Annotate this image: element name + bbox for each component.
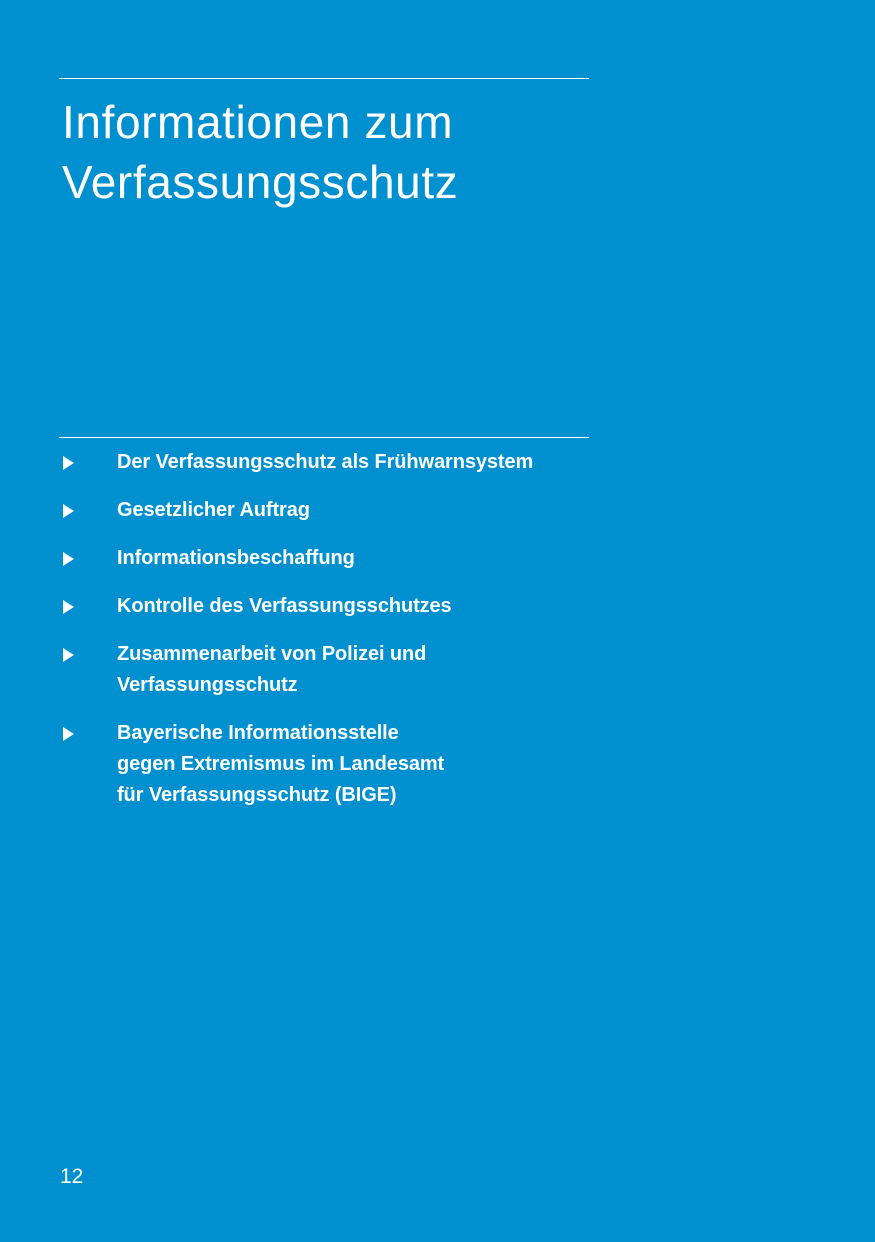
triangle-right-icon xyxy=(63,727,74,741)
table-of-contents xyxy=(59,447,619,828)
toc-item-label-line-1: Bayerische Informationsstelle xyxy=(117,722,399,744)
chapter-title-line-2: Verfassungsschutz xyxy=(62,156,459,208)
toc-item-label: Gesetzlicher Auftrag xyxy=(117,499,310,521)
toc-item-fruehwarnsystem xyxy=(59,447,619,478)
toc-item-label-line-2: Verfassungsschutz xyxy=(117,674,298,696)
title-top-rule xyxy=(59,78,589,79)
toc-item-zusammenarbeit xyxy=(59,639,619,701)
toc-top-rule xyxy=(59,437,589,438)
toc-item-label: Informationsbeschaffung xyxy=(117,547,355,569)
triangle-right-icon xyxy=(63,504,74,518)
triangle-right-icon xyxy=(63,648,74,662)
triangle-right-icon xyxy=(63,552,74,566)
chapter-title xyxy=(62,92,622,212)
toc-item-gesetzlicher-auftrag xyxy=(59,495,619,526)
toc-item-label-line-2: gegen Extremismus im Landesamt xyxy=(117,753,445,775)
toc-item-label: Kontrolle des Verfassungsschutzes xyxy=(117,595,452,617)
chapter-title-line-1: Informationen zum xyxy=(62,96,454,148)
toc-item-informationsbeschaffung xyxy=(59,543,619,574)
toc-item-bige xyxy=(59,718,619,811)
toc-item-label-line-3: für Verfassungsschutz (BIGE) xyxy=(117,784,397,806)
toc-item-label: Der Verfassungsschutz als Frühwarnsystem xyxy=(117,451,534,473)
toc-item-kontrolle xyxy=(59,591,619,622)
toc-item-label-line-1: Zusammenarbeit von Polizei und xyxy=(117,643,427,665)
page-number: 12 xyxy=(60,1165,84,1188)
triangle-right-icon xyxy=(63,600,74,614)
triangle-right-icon xyxy=(63,456,74,470)
